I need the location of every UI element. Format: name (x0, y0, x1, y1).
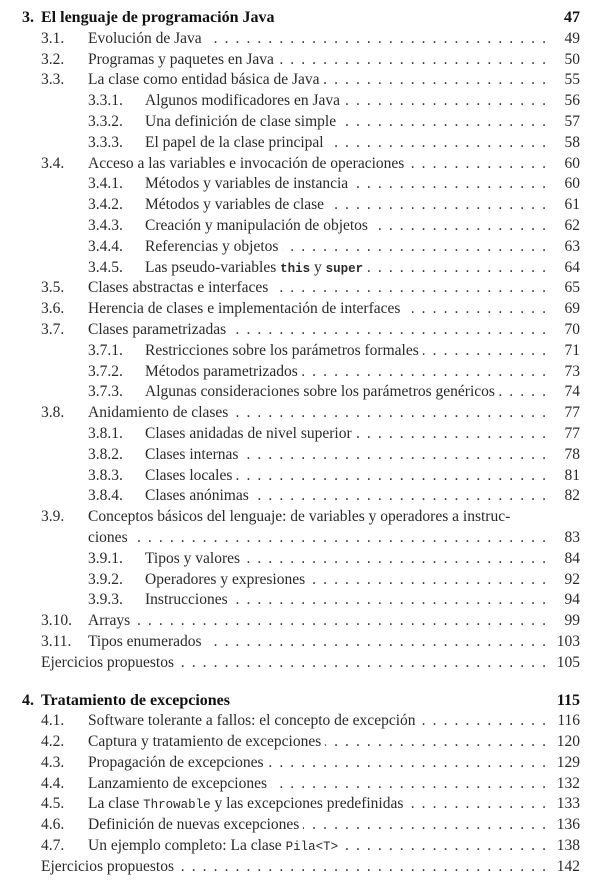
entry-title-text: Un ejemplo completo: La clase (88, 837, 286, 855)
page-number: 70 (564, 320, 580, 338)
code-term: super (325, 261, 364, 276)
entry-title (88, 632, 202, 653)
page-number: 133 (556, 795, 580, 813)
dot-leader (271, 774, 546, 795)
page-number: 65 (564, 279, 580, 297)
entry-number: 3.7.1. (88, 341, 123, 359)
page-number: 63 (564, 237, 580, 255)
entry-number: 4.2. (41, 733, 65, 751)
page-number: 142 (556, 857, 580, 875)
toc-entry[interactable] (0, 590, 600, 611)
entry-title (88, 154, 404, 175)
entry-title (145, 195, 324, 216)
dot-leader (134, 611, 546, 632)
entry-number: 3.4.3. (88, 216, 123, 234)
entry-title (88, 403, 228, 424)
page-number: 60 (564, 154, 580, 172)
entry-title-text: Algunos modificadores en Java (145, 92, 340, 110)
page-number: 99 (564, 612, 580, 630)
toc-chapter-entry[interactable] (0, 691, 600, 712)
dot-leader (324, 70, 546, 91)
entry-title (88, 836, 338, 858)
toc-entry[interactable] (0, 611, 600, 632)
entry-title (145, 362, 298, 383)
entry-title (88, 774, 267, 795)
entry-number: 3.6. (41, 300, 65, 318)
dot-leader (232, 403, 546, 424)
entry-title-text: Las pseudo-variables (145, 258, 281, 276)
entry-title (145, 112, 336, 133)
dot-leader (132, 528, 546, 549)
entry-number: 3.1. (41, 29, 65, 47)
toc-entry[interactable] (0, 403, 600, 424)
page-number: 138 (556, 837, 580, 855)
entry-title-text: y (310, 258, 326, 276)
code-term: Pila<T> (285, 840, 339, 855)
dot-leader (230, 320, 546, 341)
page-number: 77 (564, 424, 580, 442)
toc-entry[interactable] (0, 549, 600, 570)
entry-title-text: Acceso a las variables e invocación de operaciones (88, 154, 405, 172)
entry-number: 3.4. (41, 154, 65, 172)
entry-title-text: Métodos y variables de clase (145, 196, 325, 214)
entry-number: 3.4.5. (88, 258, 123, 276)
entry-number: 3.4.2. (88, 196, 123, 214)
dot-leader (325, 732, 546, 753)
dot-leader (407, 794, 546, 815)
page-number: 78 (564, 445, 580, 463)
toc-entry[interactable] (0, 711, 600, 732)
entry-title-text: Creación y manipulación de objetos (145, 216, 368, 234)
toc-entry[interactable] (0, 154, 600, 175)
entry-title (88, 70, 320, 91)
entry-title-text: El lenguaje de programación Java (41, 9, 275, 26)
dot-leader (367, 258, 546, 279)
entry-title (88, 528, 128, 549)
entry-number: 4.6. (41, 816, 65, 834)
entry-title (88, 815, 299, 836)
entry-title-text: Clases parametrizadas (88, 320, 227, 338)
page-number: 69 (564, 300, 580, 318)
code-term: this (280, 261, 311, 276)
entry-title-text: y las excepciones predefinidas (210, 795, 404, 813)
toc-entry[interactable] (0, 70, 600, 91)
toc-entry[interactable] (0, 732, 600, 753)
toc-entry[interactable] (0, 815, 600, 836)
entry-number: 3. (22, 9, 34, 26)
entry-title (88, 732, 321, 753)
entry-title (88, 794, 403, 816)
page-number: 55 (564, 71, 580, 89)
page-number: 81 (564, 466, 580, 484)
entry-number: 3.10. (41, 612, 72, 630)
entry-title (145, 570, 305, 591)
entry-title-text: El papel de la clase principal (145, 133, 324, 151)
page-number: 64 (564, 258, 580, 276)
dot-leader (178, 857, 546, 878)
entry-title-text: Evolución de Java (88, 29, 202, 47)
entry-title (41, 691, 230, 712)
page-number: 92 (564, 570, 580, 588)
entry-number: 3.3.2. (88, 112, 123, 130)
toc-entry[interactable] (0, 466, 600, 487)
toc-entry[interactable] (0, 174, 600, 195)
toc-entry[interactable] (0, 507, 600, 528)
toc-entry[interactable] (0, 133, 600, 154)
entry-title (41, 8, 274, 29)
dot-leader (242, 445, 546, 466)
dot-leader (340, 112, 546, 133)
entry-title-text: Ejercicios propuestos (41, 653, 175, 671)
toc-entry[interactable] (0, 278, 600, 299)
entry-number: 4.5. (41, 795, 65, 813)
entry-title (145, 424, 352, 445)
toc-entry[interactable] (0, 528, 600, 549)
toc-entry[interactable] (0, 50, 600, 71)
toc-entry[interactable] (0, 445, 600, 466)
entry-title-text: Conceptos básicos del lenguaje: de variables y operadores a instruc- (88, 508, 511, 526)
dot-leader (282, 237, 546, 258)
entry-number: 3.4.4. (88, 237, 123, 255)
page-number: 136 (556, 816, 580, 834)
toc-entry[interactable] (0, 216, 600, 237)
entry-number: 3.11. (41, 632, 72, 650)
entry-number: 3.9. (41, 508, 65, 526)
entry-title (145, 445, 238, 466)
entry-title-text: Definición de nuevas excepciones (88, 816, 300, 834)
dot-leader (303, 815, 546, 836)
toc-entry[interactable] (0, 857, 600, 878)
page-number: 129 (556, 753, 580, 771)
entry-title (145, 382, 495, 403)
dot-leader (420, 711, 546, 732)
entry-number: 3.9.3. (88, 591, 123, 609)
page-number: 74 (564, 383, 580, 401)
entry-title (88, 29, 202, 50)
toc-entry[interactable] (0, 486, 600, 507)
dot-leader (423, 341, 546, 362)
page-number: 132 (556, 774, 580, 792)
dot-leader (328, 133, 546, 154)
dot-leader (272, 278, 546, 299)
entry-title (145, 133, 324, 154)
page-number: 115 (556, 691, 580, 709)
page-number: 82 (564, 487, 580, 505)
dot-leader (499, 382, 546, 403)
entry-number: 3.9.2. (88, 570, 123, 588)
dot-leader (344, 91, 546, 112)
entry-title (145, 590, 228, 611)
toc-entry[interactable] (0, 424, 600, 445)
entry-title-text: Propagación de excepciones (88, 753, 264, 771)
entry-title (145, 216, 368, 237)
entry-title (145, 341, 419, 362)
entry-title-text: Herencia de clases e implementación de interfaces (88, 300, 401, 318)
entry-number: 4.3. (41, 753, 65, 771)
entry-title (88, 507, 510, 528)
entry-title (88, 320, 226, 341)
page-number: 94 (564, 591, 580, 609)
entry-title-text: Métodos parametrizados (145, 362, 298, 380)
page-number: 120 (556, 733, 580, 751)
entry-title-text: Tipos y valores (145, 549, 241, 567)
entry-title-text: La clase (88, 795, 144, 813)
entry-title (88, 278, 268, 299)
entry-title (145, 91, 340, 112)
entry-title-text: Lanzamiento de excepciones (88, 774, 268, 792)
entry-number: 3.8.4. (88, 487, 123, 505)
entry-title-text: Clases internas (145, 445, 239, 463)
toc-entry[interactable] (0, 112, 600, 133)
entry-number: 3.8. (41, 404, 65, 422)
entry-number: 4.4. (41, 774, 65, 792)
dot-leader (404, 299, 546, 320)
entry-title (88, 711, 416, 732)
entry-number: 3.5. (41, 279, 65, 297)
entry-title-text: Tipos enumerados (88, 632, 202, 650)
code-term: Throwable (143, 798, 211, 813)
entry-title (88, 299, 400, 320)
entry-title (41, 653, 174, 674)
page-number: 50 (564, 50, 580, 68)
toc-entry[interactable] (0, 29, 600, 50)
entry-title-text: Clases anónimas (145, 487, 249, 505)
toc-entry[interactable] (0, 341, 600, 362)
entry-number: 4.7. (41, 837, 65, 855)
page-number: 116 (557, 712, 580, 730)
dot-leader (352, 174, 546, 195)
toc-entry[interactable] (0, 570, 600, 591)
entry-title-text: Arrays (88, 612, 131, 630)
dot-leader (328, 195, 546, 216)
page-number: 60 (564, 175, 580, 193)
page-number: 47 (564, 9, 580, 26)
dot-leader (232, 590, 546, 611)
entry-number: 3.9.1. (88, 549, 123, 567)
entry-number: 3.7. (41, 320, 65, 338)
table-of-contents (0, 8, 600, 878)
entry-title (88, 611, 130, 632)
toc-entry[interactable] (0, 774, 600, 795)
entry-number: 3.8.3. (88, 466, 123, 484)
toc-entry[interactable] (0, 836, 600, 857)
dot-leader (236, 466, 546, 487)
entry-number: 3.7.2. (88, 362, 123, 380)
toc-entry[interactable] (0, 320, 600, 341)
toc-entry[interactable] (0, 653, 600, 674)
entry-title-text: Una definición de clase simple (145, 112, 337, 130)
page-number: 71 (564, 341, 580, 359)
page-number: 56 (564, 92, 580, 110)
entry-number: 3.4.1. (88, 175, 123, 193)
toc-entry[interactable] (0, 237, 600, 258)
toc-entry[interactable] (0, 195, 600, 216)
entry-title (145, 237, 278, 258)
page-number: 103 (556, 632, 580, 650)
page-number: 57 (564, 112, 580, 130)
dot-leader (268, 753, 546, 774)
entry-title (145, 466, 232, 487)
page-number: 73 (564, 362, 580, 380)
entry-number: 4. (22, 691, 34, 709)
entry-title-text: Algunas consideraciones sobre los parámetros genéricos (145, 383, 495, 401)
toc-chapter-entry[interactable] (0, 8, 600, 29)
page-number: 58 (564, 133, 580, 151)
entry-title (145, 486, 249, 507)
page-number: 61 (564, 196, 580, 214)
toc-entry[interactable] (0, 258, 600, 279)
dot-leader (278, 50, 546, 71)
entry-title (88, 50, 274, 71)
entry-number: 3.8.1. (88, 424, 123, 442)
dot-leader (178, 653, 546, 674)
toc-entry[interactable] (0, 299, 600, 320)
entry-number: 4.1. (41, 712, 65, 730)
entry-number: 3.2. (41, 50, 65, 68)
page-number: 62 (564, 216, 580, 234)
dot-leader (206, 29, 546, 50)
entry-title-text: Clases abstractas e interfaces (88, 279, 269, 297)
dot-leader (408, 154, 546, 175)
toc-entry[interactable] (0, 91, 600, 112)
entry-title-text: Referencias y objetos (145, 237, 279, 255)
entry-title-text: Captura y tratamiento de excepciones (88, 733, 322, 751)
entry-title-text: Métodos y variables de instancia (145, 175, 349, 193)
entry-title-text: Anidamiento de clases (88, 404, 229, 422)
toc-entry[interactable] (0, 382, 600, 403)
entry-number: 3.3.3. (88, 133, 123, 151)
toc-entry[interactable] (0, 362, 600, 383)
dot-leader (309, 570, 546, 591)
dot-leader (342, 836, 546, 857)
entry-title-text: Clases anidadas de nivel superior (145, 424, 352, 442)
entry-title (145, 174, 348, 195)
dot-leader (253, 486, 546, 507)
entry-title (145, 549, 240, 570)
entry-title-text: Instrucciones (145, 591, 228, 609)
dot-leader (206, 632, 546, 653)
entry-number: 3.8.2. (88, 445, 123, 463)
entry-title-text: Ejercicios propuestos (41, 857, 175, 875)
entry-title (145, 258, 363, 280)
toc-entry[interactable] (0, 753, 600, 774)
dot-leader (302, 362, 546, 383)
entry-title-text: Operadores y expresiones (145, 570, 306, 588)
entry-title (41, 857, 174, 878)
dot-leader (372, 216, 546, 237)
page-number: 83 (564, 528, 580, 546)
entry-title-text: Programas y paquetes en Java (88, 50, 274, 68)
toc-entry[interactable] (0, 794, 600, 815)
page-number: 49 (564, 29, 580, 47)
toc-entry[interactable] (0, 632, 600, 653)
page-number: 77 (564, 404, 580, 422)
entry-number: 3.3.1. (88, 92, 123, 110)
entry-title-text: La clase como entidad básica de Java (88, 71, 320, 89)
dot-leader (244, 549, 546, 570)
entry-number: 3.7.3. (88, 383, 123, 401)
entry-title-text: Software tolerante a fallos: el concepto de excepción (88, 712, 416, 730)
entry-number: 3.3. (41, 71, 65, 89)
page-number: 105 (556, 653, 580, 671)
entry-title-text: Restricciones sobre los parámetros formales (145, 341, 419, 359)
dot-leader (356, 424, 546, 445)
page-number: 84 (564, 549, 580, 567)
entry-title-text: Tratamiento de excepciones (41, 691, 230, 709)
entry-title-text: Clases locales (145, 466, 233, 484)
entry-title (88, 753, 264, 774)
entry-title-text: ciones (88, 528, 128, 546)
